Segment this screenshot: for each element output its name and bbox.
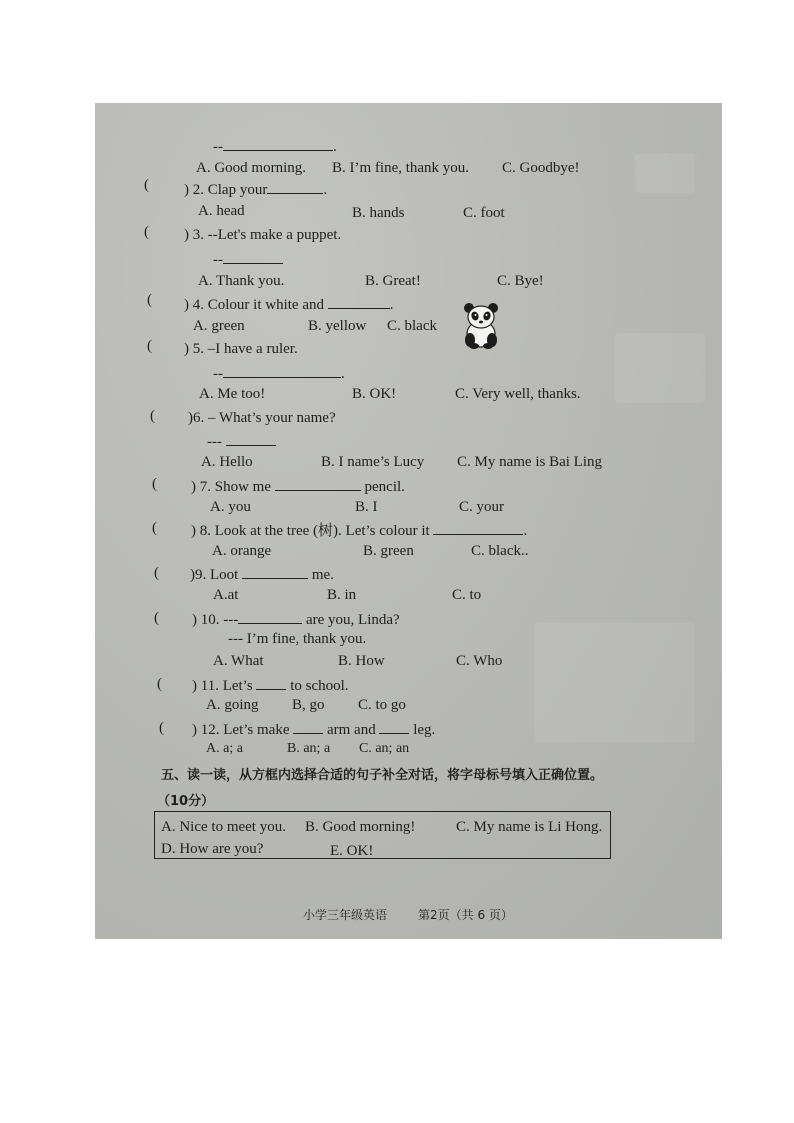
q9-option-c: C. to [452,587,482,603]
q12-stem [192,719,435,739]
q2-stem [184,179,327,199]
q7-option-b: B. I [355,499,378,515]
q9-option-b: B. in [327,587,357,603]
q5-paren: ( [147,338,152,354]
exam-photo [95,103,722,939]
q12-paren: ( [159,720,164,736]
footer-subject: 小学三年级英语 [303,908,388,922]
q7-paren: ( [152,476,157,492]
q5-answer-line [213,363,345,383]
q1-option-a: A. Good morning. [196,160,306,176]
q3-paren: ( [144,224,149,240]
q2-option-a: A. head [198,203,245,219]
q12-blank-2 [379,719,409,734]
q12-option-c: C. an; an [359,741,410,756]
q3-answer-line [213,249,283,269]
q3-dash: -- [213,252,223,268]
q4-paren: ( [147,292,152,308]
q3-stem: ) 3. --Let's make a puppet. [184,227,342,243]
bleed-through-mark [635,153,695,193]
q10-blank [238,609,302,624]
q10-stem [192,609,400,629]
q2-blank [267,179,323,194]
footer-page-number: 第2页（共 6 页） [418,908,513,922]
q7-blank [275,476,361,491]
choice-a: A. Nice to meet you. [161,819,286,835]
q5-blank [223,363,341,378]
q1-blank [223,136,333,151]
q11-blank [256,675,286,690]
q10-option-b: B. How [338,653,385,669]
q4-end: . [389,297,394,313]
q2-option-b: B. hands [352,205,405,221]
q10-text: ) 10. --- [192,612,239,628]
q11-option-a: A. going [206,697,259,713]
q11-end: to school. [290,678,349,694]
q9-blank [242,564,308,579]
q9-option-a: A.at [213,587,239,603]
q6-blank [226,431,276,446]
q3-blank [223,249,283,264]
q7-end: pencil. [364,479,405,495]
q12-text: ) 12. Let’s make [192,722,290,738]
q5-option-b: B. OK! [352,386,397,402]
q6-option-c: C. My name is Bai Ling [457,454,602,470]
q5-option-a: A. Me too! [199,386,266,402]
q9-stem [190,564,334,584]
q6-paren: ( [150,408,155,424]
q12-option-a: A. a; a [206,741,243,756]
q5-end: . [341,366,345,382]
q7-option-a: A. you [210,499,251,515]
q6-option-b: B. I name’s Lucy [321,454,425,470]
section5-score: （10分） [157,794,215,809]
q8-stem [191,520,527,540]
q7-option-c: C. your [459,499,504,515]
q6-dash: --- [207,434,222,450]
q4-option-a: A. green [193,318,245,334]
q8-blank [433,520,523,535]
q2-paren: ( [144,177,149,193]
q1-dash: -- [213,139,223,155]
choice-d: D. How are you? [161,841,264,857]
q12-mid: arm and [326,722,376,738]
q2-option-c: C. foot [463,205,505,221]
q11-stem [192,675,349,695]
choice-c: C. My name is Li Hong. [456,819,603,835]
q10-paren: ( [154,610,159,626]
q8-option-c: C. black.. [471,543,529,559]
q11-text: ) 11. Let’s [192,678,253,694]
q6-option-a: A. Hello [201,454,253,470]
q8-option-a: A. orange [212,543,272,559]
bleed-through-mark [615,333,705,403]
q3-option-b: B. Great! [365,273,421,289]
q5-option-c: C. Very well, thanks. [455,386,581,402]
q5-stem: ) 5. –I have a ruler. [184,341,298,357]
q9-text: )9. Loot [190,567,239,583]
q4-stem [184,294,393,314]
q12-option-b: B. an; a [287,741,331,756]
q8-text: ) 8. Look at the tree (树). Let’s colour it [191,523,430,539]
section5-heading: 五、读一读，从方框内选择合适的句子补全对话，将字母标号填入正确位置。 [161,768,604,783]
q4-blank [328,294,390,309]
q7-text: ) 7. Show me [191,479,271,495]
q7-stem [191,476,405,496]
q11-option-b: B, go [292,697,325,713]
q3-option-a: A. Thank you. [198,273,285,289]
q2-text: ) 2. Clap your [184,182,268,198]
q1-answer-line: -- . [213,136,337,156]
q8-end: . [523,523,528,539]
q10-end: are you, Linda? [305,612,400,628]
q8-option-b: B. green [363,543,414,559]
q4-text: ) 4. Colour it white and [184,297,324,313]
q9-end: me. [311,567,334,583]
q12-end: leg. [413,722,436,738]
q1-option-c: C. Goodbye! [502,160,580,176]
q10-option-c: C. Who [456,653,503,669]
bleed-through-mark [535,623,695,743]
q4-option-b: B. yellow [308,318,367,334]
q4-option-c: C. black [387,318,437,334]
panda-icon [461,301,501,349]
q10-option-a: A. What [213,653,264,669]
q6-stem: )6. – What’s your name? [188,410,336,426]
q9-paren: ( [154,565,159,581]
q11-option-c: C. to go [358,697,406,713]
q5-dash: -- [213,366,223,382]
q1-option-b: B. I’m fine, thank you. [332,160,470,176]
q6-answer-line [207,431,276,451]
q2-end: . [323,182,328,198]
q10-reply: --- I’m fine, thank you. [228,631,367,647]
choice-e: E. OK! [330,843,374,859]
choice-b: B. Good morning! [305,819,416,835]
q12-blank-1 [293,719,323,734]
q11-paren: ( [157,676,162,692]
q8-paren: ( [152,520,157,536]
q3-option-c: C. Bye! [497,273,544,289]
